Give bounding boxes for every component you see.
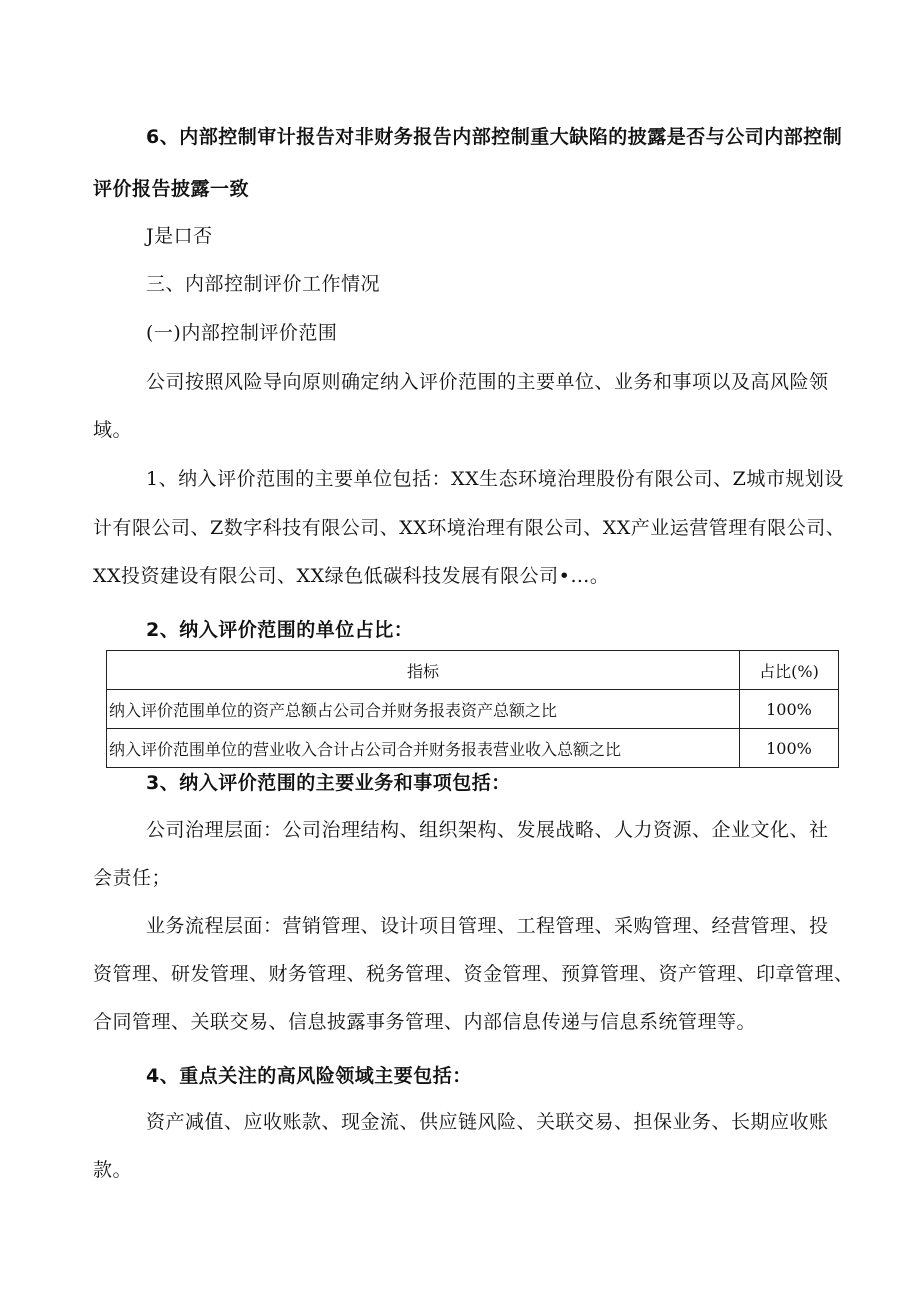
ratio-header-percent: 占比(%) — [740, 651, 839, 690]
governance-line1: 公司治理层面：公司治理结构、组织架构、发展战略、人力资源、企业文化、社 — [146, 819, 829, 841]
section6-heading-line1: 6、内部控制审计报告对非财务报告内部控制重大缺陷的披露是否与公司内部控制 — [146, 126, 843, 148]
table-row — [107, 690, 839, 729]
risk-line2: 款。 — [93, 1159, 133, 1181]
business-heading: 3、纳入评价范围的主要业务和事项包括： — [146, 772, 511, 794]
scope-intro-line2: 域。 — [93, 419, 133, 441]
scope-intro-line1: 公司按照风险导向原则确定纳入评价范围的主要单位、业务和事项以及高风险领 — [146, 371, 829, 393]
ratio-row-assets-label: 纳入评价范围单位的资产总额占公司合并财务报表资产总额之比 — [107, 690, 740, 729]
section6-answer: J是口否 — [146, 225, 213, 247]
process-line3: 合同管理、关联交易、信息披露事务管理、内部信息传递与信息系统管理等。 — [93, 1011, 757, 1033]
ratio-row-assets-value: 100% — [740, 690, 839, 729]
ratio-row-revenue-label: 纳入评价范围单位的营业收入合计占公司合并财务报表营业收入总额之比 — [107, 729, 740, 768]
ratio-header-indicator: 指标 — [107, 651, 740, 690]
units-line3: XX投资建设有限公司、XX绿色低碳科技发展有限公司•…。 — [93, 565, 610, 587]
section3-subheading: (一)内部控制评价范围 — [146, 322, 338, 344]
process-line1: 业务流程层面：营销管理、设计项目管理、工程管理、采购管理、经营管理、投 — [146, 915, 829, 937]
section3-heading: 三、内部控制评价工作情况 — [146, 273, 381, 295]
table-row — [107, 729, 839, 768]
ratio-row-revenue-value: 100% — [740, 729, 839, 768]
ratio-table — [106, 650, 839, 768]
governance-line2: 会责任； — [93, 867, 172, 889]
units-line1: 1、纳入评价范围的主要单位包括：XX生态环境治理股份有限公司、Z城市规划设 — [146, 468, 844, 490]
risk-line1: 资产减值、应收账款、现金流、供应链风险、关联交易、担保业务、长期应收账 — [146, 1111, 829, 1133]
risk-heading: 4、重点关注的高风险领域主要包括： — [146, 1065, 472, 1087]
process-line2: 资管理、研发管理、财务管理、税务管理、资金管理、预算管理、资产管理、印章管理、 — [93, 963, 854, 985]
ratio-table-header-row — [107, 651, 839, 690]
ratio-heading: 2、纳入评价范围的单位占比： — [146, 619, 414, 641]
section6-heading-line2: 评价报告披露一致 — [93, 178, 250, 200]
units-line2: 计有限公司、Z数字科技有限公司、XX环境治理有限公司、XX产业运营管理有限公司、 — [93, 517, 846, 539]
